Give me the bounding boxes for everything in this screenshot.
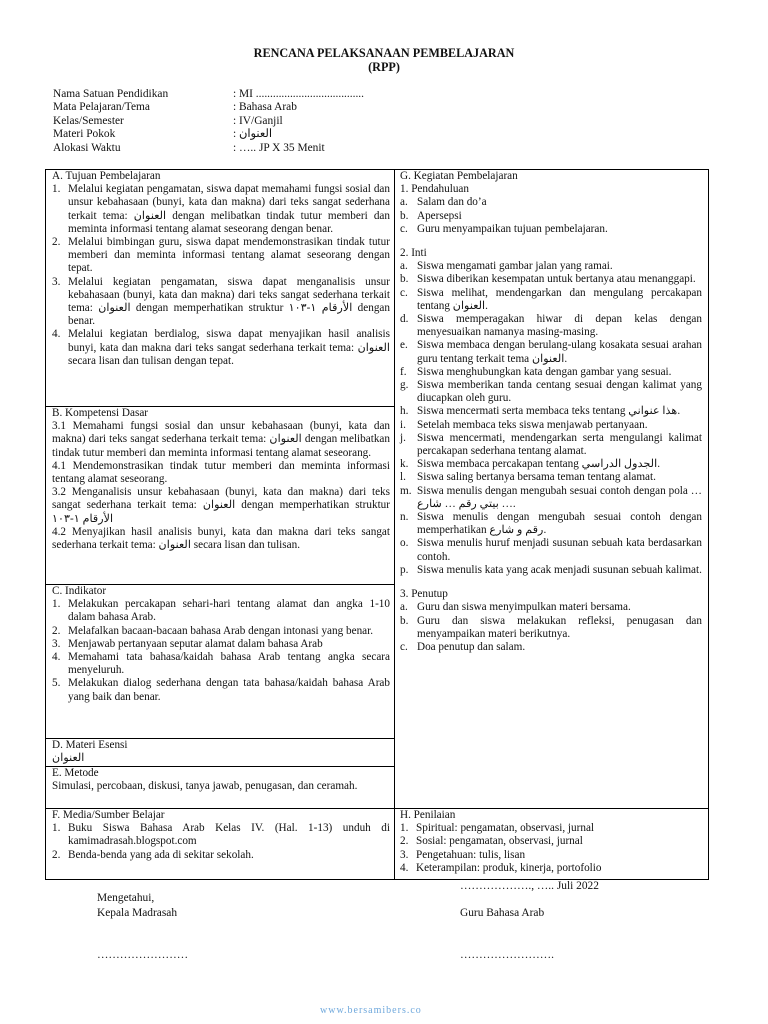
right-column — [394, 170, 708, 879]
list-item: 3. Menjawab pertanyaan seputar alamat dalam bahasa Arab — [52, 637, 323, 650]
footer-mengetahui: Mengetahui, — [97, 892, 155, 904]
list-text: Siswa saling bertanya bersama teman tentang alamat. — [417, 471, 656, 484]
list-letter: o. — [400, 537, 409, 550]
list-item — [400, 405, 702, 418]
list-letter: a. — [400, 260, 408, 273]
list-item: 1. Buku Siswa Bahasa Arab Kelas IV. (Hal. 1-13) unduh di kamimadrasah.blogspot.com — [52, 822, 390, 848]
list-item: b. Apersepsi — [400, 209, 462, 222]
section-kegiatan — [395, 170, 708, 809]
list-text: Siswa diberikan kesempatan untuk bertanya atau menanggapi. — [417, 273, 696, 286]
list-letter: g. — [400, 379, 409, 392]
list-letter: m. — [400, 484, 412, 497]
list-item — [400, 471, 702, 484]
subsection-heading: 3. Penutup — [400, 588, 448, 601]
list-item: 3.1 Memahami fungsi sosial dan unsur kebahasaan (bunyi, kata dan makna) dari teks sangat sederhana terkait tema: العنوان dengan melibatkan tindak tutur memberi dan meminta informasi tentang alamat seseorang. — [52, 420, 390, 459]
identity-block — [53, 88, 364, 155]
list-text: Siswa memperagakan hiwar di depan kelas dengan menyesuaikan namanya masing-masing. — [417, 313, 702, 339]
section-tujuan — [46, 170, 394, 407]
list-item: 4. Melalui kegiatan berdialog, siswa dapat menyajikan hasil analisis bunyi, kata dan makna dari teks sangat sederhana terkait tema: العنوان secara lisan dan tulisan dengan tepat. — [52, 328, 390, 367]
list-text: Siswa mencermati serta membaca teks tentang هذا عنواني. — [417, 405, 681, 418]
list-letter: h. — [400, 405, 409, 418]
list-item: 2. Melalui bimbingan guru, siswa dapat mendemonstrasikan tindak tutur memberi dan meminta informasi tentang alamat seseorang dengan tepat. — [52, 236, 390, 275]
list-item: 4. Keterampilan: produk, kinerja, portofolio — [400, 861, 602, 874]
list-text: Siswa menulis kata yang acak menjadi susunan sebuah kalimat. — [417, 563, 702, 576]
list-letter: b. — [400, 273, 409, 286]
list-text: Siswa memberikan tanda centang sesuai dengan kalimat yang diucapkan oleh guru. — [417, 379, 702, 405]
footer-date: ………………., ….. Juli 2022 — [460, 880, 599, 892]
section-metode — [46, 767, 394, 809]
list-item: 4. Memahami tata bahasa/kaidah bahasa Arab tentang angka secara menyeluruh. — [52, 651, 390, 677]
list-letter: l. — [400, 471, 406, 484]
metode-text: Simulasi, percobaan, diskusi, tanya jawab, penugasan, dan ceramah. — [52, 780, 358, 793]
section-penilaian — [395, 809, 708, 881]
list-item: 3. Melalui kegiatan pengamatan, siswa dapat menganalisis unsur kebahasaan (bunyi, kata dan makna) dari teks sangat sederhana terkait tema: العنوان dengan memperhatikan struktur الأرقام ١-١٠٣ dengan benar. — [52, 275, 390, 328]
list-letter: d. — [400, 313, 409, 326]
list-text: Siswa menghubungkan kata dengan gambar yang sesuai. — [417, 365, 672, 378]
signature-line-right: ……………………. — [460, 949, 554, 961]
footer-guru: Guru Bahasa Arab — [460, 907, 545, 919]
list-item — [400, 260, 702, 273]
list-letter: n. — [400, 511, 409, 524]
section-kompetensi — [46, 407, 394, 585]
list-text: Siswa mencermati, mendengarkan serta mengulangi kalimat percakapan sederhana tentang alamat. — [417, 431, 702, 458]
list-item: a. Guru dan siswa menyimpulkan materi bersama. — [400, 601, 631, 614]
list-item: 1. Spiritual: pengamatan, observasi, jurnal — [400, 822, 595, 835]
list-item — [400, 485, 702, 511]
list-item: c. Guru menyampaikan tujuan pembelajaran. — [400, 222, 608, 235]
subsection-heading: 1. Pendahuluan — [400, 183, 469, 196]
list-text: Siswa menulis huruf menjadi susunan sebuah kata berdasarkan contoh. — [417, 537, 702, 563]
doc-title: RENCANA PELAKSANAAN PEMBELAJARAN — [253, 46, 515, 60]
section-heading: C. Indikator — [52, 585, 107, 597]
list-text: Siswa membaca percakapan tentang الجدول الدراسي. — [417, 458, 660, 471]
list-item: 3. Pengetahuan: tulis, lisan — [400, 848, 526, 861]
list-letter: i. — [400, 418, 406, 431]
list-item — [400, 366, 702, 379]
signature-line-left: …………………… — [97, 949, 189, 961]
list-item: 4.1 Mendemonstrasikan tindak tutur memberi dan meminta informasi tentang alamat seseorang. — [52, 459, 390, 486]
subsection-heading: 2. Inti — [400, 247, 427, 260]
list-item — [400, 339, 702, 365]
list-letter: k. — [400, 458, 409, 471]
list-text: Siswa melihat, mendengarkan dan mengulang percakapan tentang العنوان. — [417, 286, 702, 312]
section-heading: F. Media/Sumber Belajar — [52, 809, 165, 821]
list-item — [400, 511, 702, 537]
section-heading: D. Materi Esensi — [52, 739, 128, 751]
list-letter: c. — [400, 286, 408, 299]
list-item: 2. Benda-benda yang ada di sekitar sekolah. — [52, 848, 254, 861]
list-item: 4.2 Menyajikan hasil analisis bunyi, kata dan makna dari teks sangat sederhana terkait tema: العنوان secara lisan dan tulisan. — [52, 525, 390, 552]
list-item: a. Salam dan do’a — [400, 196, 487, 209]
section-heading: H. Penilaian — [400, 809, 456, 821]
list-text: Setelah membaca teks siswa menjawab pertanyaan. — [417, 418, 648, 431]
section-materi — [46, 739, 394, 767]
list-item — [400, 432, 702, 458]
meta-row: Nama Satuan Pendidikan : MI ...................................... — [53, 88, 364, 100]
list-text: Siswa menulis dengan mengubah sesuai contoh dengan pola … بيتي رقم … شارع …. — [417, 484, 702, 510]
meta-row: Mata Pelajaran/Tema : Bahasa Arab — [53, 101, 297, 114]
list-item — [400, 419, 702, 432]
rpp-table — [45, 169, 709, 880]
list-text: Siswa membaca dengan berulang-ulang kosakata sesuai arahan guru tentang terkait tema العنوان. — [417, 339, 702, 365]
doc-subtitle: (RPP) — [368, 60, 400, 74]
section-indikator — [46, 585, 394, 739]
watermark-text: www.bersamibers.co — [320, 1005, 422, 1016]
list-text: Siswa menulis dengan mengubah sesuai contoh dengan memperhatikan رقم و شارع. — [417, 511, 702, 537]
list-item — [400, 313, 702, 339]
list-item — [400, 564, 702, 577]
inti-list — [400, 260, 702, 577]
section-heading: E. Metode — [52, 767, 99, 779]
list-item — [400, 458, 702, 471]
list-letter: e. — [400, 339, 408, 352]
list-text: Siswa mengamati gambar jalan yang ramai. — [417, 260, 613, 273]
list-item — [400, 379, 702, 405]
section-heading: B. Kompetensi Dasar — [52, 407, 149, 419]
list-item: 1. Melakukan percakapan sehari-hari tentang alamat dan angka 1-10 dalam bahasa Arab. — [52, 598, 390, 624]
footer-kepala: Kepala Madrasah — [97, 907, 178, 919]
list-item — [400, 287, 702, 313]
list-item — [400, 273, 702, 286]
list-item: 1. Melalui kegiatan pengamatan, siswa dapat memahami fungsi sosial dan unsur kebahasaan (bunyi, kata dan makna) dari teks sangat sederhana terkait tema: العنوان dengan melibatkan tindak tutur memberi dan meminta informasi tentang alamat seseorang dengan benar. — [52, 183, 390, 235]
section-heading: G. Kegiatan Pembelajaran — [400, 170, 518, 182]
list-letter: j. — [400, 431, 406, 444]
meta-row: Materi Pokok : العنوان — [53, 128, 272, 141]
meta-row: Kelas/Semester : IV/Ganjil — [53, 114, 283, 127]
list-item: 3.2 Menganalisis unsur kebahasaan (bunyi, kata dan makna) dari teks sangat sederhana terkait tema: العنوان dengan memperhatikan struktur الأرقام ١-١٠٣ — [52, 486, 390, 525]
list-item: c. Doa penutup dan salam. — [400, 640, 526, 653]
meta-row: Alokasi Waktu : ….. JP X 35 Menit — [53, 141, 325, 154]
section-heading: A. Tujuan Pembelajaran — [52, 170, 161, 182]
materi-text: العنوان — [52, 752, 85, 765]
list-item: 5. Melakukan dialog sederhana dengan tata bahasa/kaidah bahasa Arab yang baik dan benar. — [52, 677, 390, 703]
list-letter: p. — [400, 563, 409, 576]
section-media — [46, 809, 394, 881]
list-item: 2. Melafalkan bacaan-bacaan bahasa Arab dengan intonasi yang benar. — [52, 624, 374, 637]
list-item: 2. Sosial: pengamatan, observasi, jurnal — [400, 835, 583, 848]
list-item — [400, 537, 702, 563]
list-item: b. Guru dan siswa melakukan refleksi, penugasan dan menyampaikan materi berikutnya. — [400, 614, 702, 640]
list-letter: f. — [400, 365, 407, 378]
